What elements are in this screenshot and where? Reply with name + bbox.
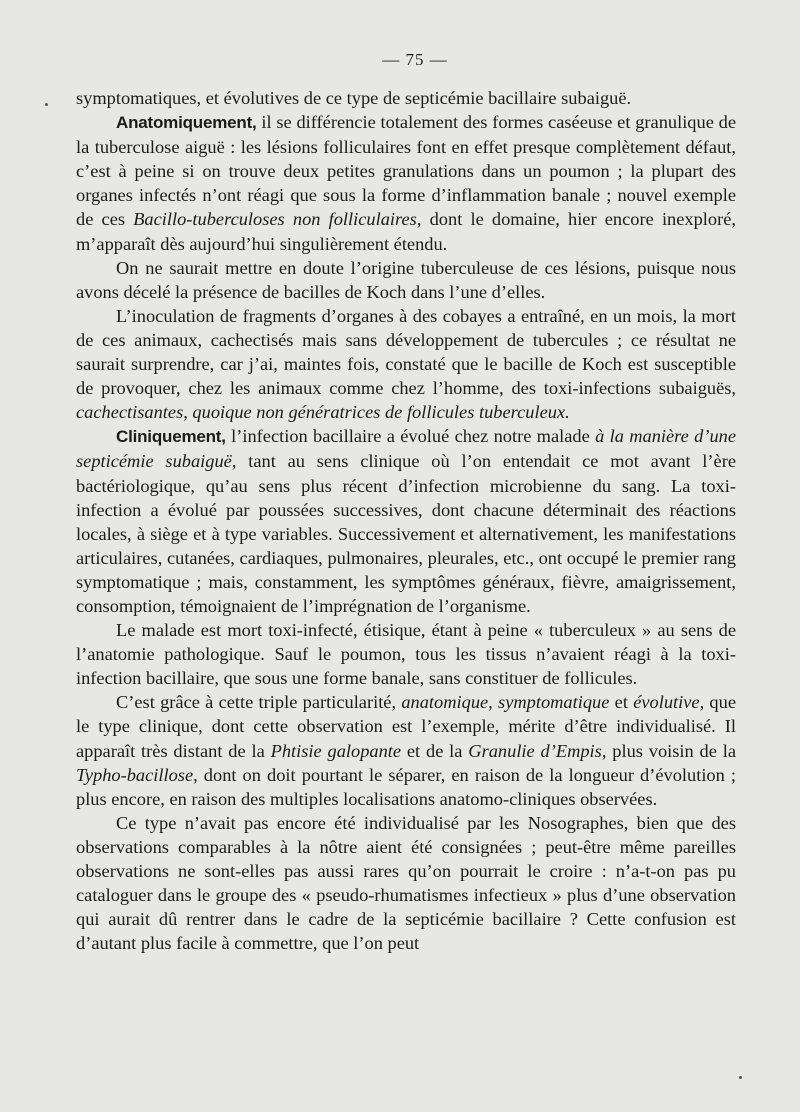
scan-speck bbox=[739, 1076, 742, 1079]
text-run: plus voisin de la bbox=[606, 740, 737, 761]
italic-text: Granulie d’Empis, bbox=[468, 740, 607, 761]
italic-text: à la manière d’une septicémie subaiguë, bbox=[76, 426, 736, 472]
lead-word: Cliniquement, bbox=[116, 427, 226, 447]
text-run: et bbox=[609, 692, 634, 713]
text-run: symptomatiques, et évolutives de ce type de septicémie bacillaire subaiguë. bbox=[76, 88, 632, 108]
body-text bbox=[76, 86, 736, 955]
text-run: dont on doit pourtant le séparer, en raison de la longueur d’évolution ; plus encore, en raison des multiples localisations anatomo-cliniques observées. bbox=[76, 764, 736, 809]
italic-text: Bacillo-tuberculoses non folliculaires, bbox=[133, 209, 422, 230]
italic-text: anatomique, symptomatique bbox=[401, 692, 610, 713]
text-run: et de la bbox=[401, 740, 469, 761]
paragraph bbox=[76, 256, 736, 304]
scan-speck bbox=[45, 103, 48, 106]
text-run: On ne saurait mettre en doute l’origine tuberculeuse de ces lésions, puisque nous avons décelé la présence de bacilles de Koch dans l’une d’elles. bbox=[76, 257, 736, 302]
paragraph bbox=[76, 86, 736, 110]
text-run: C’est grâce à cette triple particularité, bbox=[116, 692, 402, 713]
italic-text: évolutive, bbox=[633, 692, 705, 713]
text-run: l’infection bacillaire a évolué chez notre malade bbox=[225, 426, 596, 447]
text-run: Ce type n’avait pas encore été individualisé par les Nosographes, bien que des observations comparables à la nôtre aient été consignées ; peut-être même pareilles observations ne sont-elles pas aussi rares qu’on pourrait le croire : n’a-t-on pas pu cataloguer dans le groupe des « pseudo-rhumatismes infectieux » plus d’une observation qui aurait dû rentrer dans le cadre de la septicémie bacillaire ? Cette confusion est d’autant plus facile à commettre, que l’on peut bbox=[76, 812, 736, 954]
italic-text: Typho-bacillose, bbox=[76, 764, 198, 785]
paragraph bbox=[76, 110, 736, 256]
paragraph bbox=[76, 811, 736, 956]
text-run: dont le domaine, hier encore inexploré, m’apparaît dès aujourd’hui singulièrement étendu. bbox=[76, 209, 736, 254]
text-run: il se différencie totalement des formes caséeuse et granulique de la tuberculose aiguë : les lésions folliculaires font en effet presque complètement défaut, c’est à peine si on trouve deux petites granulations dans un poumon ; la plupart des organes infectés n’ont réagi que sous la forme d’inflammation banale ; nouvel exemple de ces bbox=[76, 112, 736, 230]
text-run: tant au sens clinique où l’on entendait ce mot avant l’ère bactériologique, qu’au sens plus récent d’infection microbienne du sang. La toxi-infection a évolué par poussées successives, dont chacune déterminait des réactions locales, à siège et à type variables. Successivement et alternativement, les manifestations articulaires, cutanées, cardiaques, pulmonaires, pleurales, etc., ont occupé le premier rang symptomatique ; mais, constamment, les symptômes généraux, fièvre, amaigrissement, consomption, témoignaient de l’imprégnation de l’organisme. bbox=[76, 451, 736, 616]
text-run: L’inoculation de fragments d’organes à des cobayes a entraîné, en un mois, la mort de ces animaux, cachectisés mais sans développement de tubercules ; ce résultat ne saurait surprendre, car j’ai, maintes fois, constaté que le bacille de Koch est susceptible de provoquer, chez les animaux comme chez l’homme, des toxi-infections subaiguës, bbox=[76, 305, 736, 399]
paragraph bbox=[76, 304, 736, 424]
lead-word: Anatomiquement, bbox=[116, 113, 257, 133]
page-number: — 75 — bbox=[382, 50, 448, 69]
paragraph bbox=[76, 690, 736, 810]
italic-text: cachectisantes, quoique non génératrices de follicules tuberculeux. bbox=[76, 402, 570, 423]
text-run: Le malade est mort toxi-infecté, étisique, étant à peine « tuberculeux » au sens de l’anatomie pathologique. Sauf le poumon, tous les tissus n’avaient réagi à la toxi-infection bacillaire, que sous une forme banale, sans constituer de follicules. bbox=[76, 620, 736, 689]
paragraph bbox=[76, 424, 736, 618]
paragraph bbox=[76, 618, 736, 690]
text-run: que le type clinique, dont cette observation est l’exemple, mérite d’être individualisé. Il apparaît très distant de la bbox=[76, 692, 736, 761]
italic-text: Phtisie galopante bbox=[270, 740, 402, 761]
